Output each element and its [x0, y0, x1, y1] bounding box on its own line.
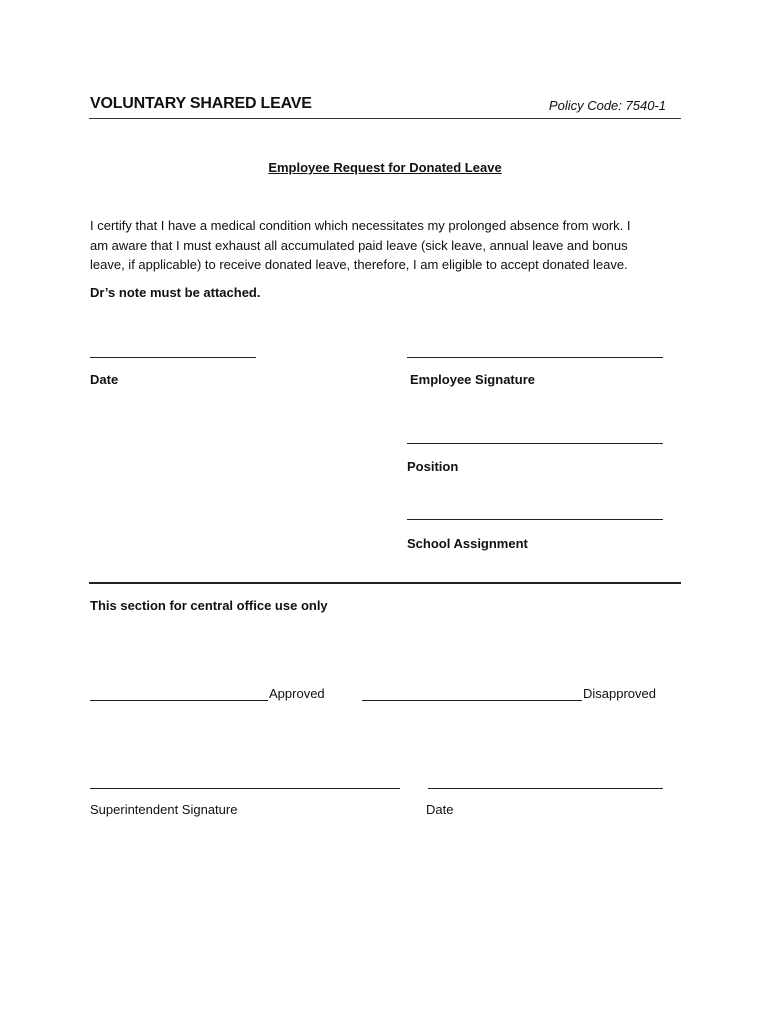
- disapproved-line[interactable]: [362, 700, 582, 701]
- position-label: Position: [407, 459, 459, 474]
- employee-signature-line[interactable]: [407, 357, 663, 358]
- document-title: VOLUNTARY SHARED LEAVE: [90, 95, 312, 112]
- school-assignment-line[interactable]: [407, 519, 663, 520]
- approved-line[interactable]: [90, 700, 268, 701]
- date-signature-line[interactable]: [90, 357, 256, 358]
- office-section-title: This section for central office use only: [90, 598, 328, 613]
- employee-signature-label: Employee Signature: [410, 372, 535, 387]
- form-subtitle: Employee Request for Donated Leave: [268, 160, 502, 175]
- office-date-label: Date: [426, 802, 454, 817]
- doctor-note-instruction: Dr’s note must be attached.: [90, 285, 261, 300]
- superintendent-signature-label: Superintendent Signature: [90, 802, 238, 817]
- superintendent-signature-line[interactable]: [90, 788, 400, 789]
- section-divider: [89, 582, 681, 584]
- date-label: Date: [90, 372, 119, 387]
- position-line[interactable]: [407, 443, 663, 444]
- header-rule: [89, 118, 681, 119]
- policy-code: Policy Code: 7540-1: [548, 98, 666, 113]
- school-assignment-label: School Assignment: [407, 536, 528, 551]
- disapproved-label: Disapproved: [583, 686, 656, 701]
- office-date-line[interactable]: [428, 788, 663, 789]
- certification-paragraph: I certify that I have a medical condition which necessitates my prolonged absence from work. I am aware that I must exhaust all accumulated paid leave (sick leave, annual leave and bonus leave, if applicable) to receive donated leave, therefore, I am eligible to accept donated leave.: [90, 218, 631, 272]
- approved-label: Approved: [269, 686, 325, 701]
